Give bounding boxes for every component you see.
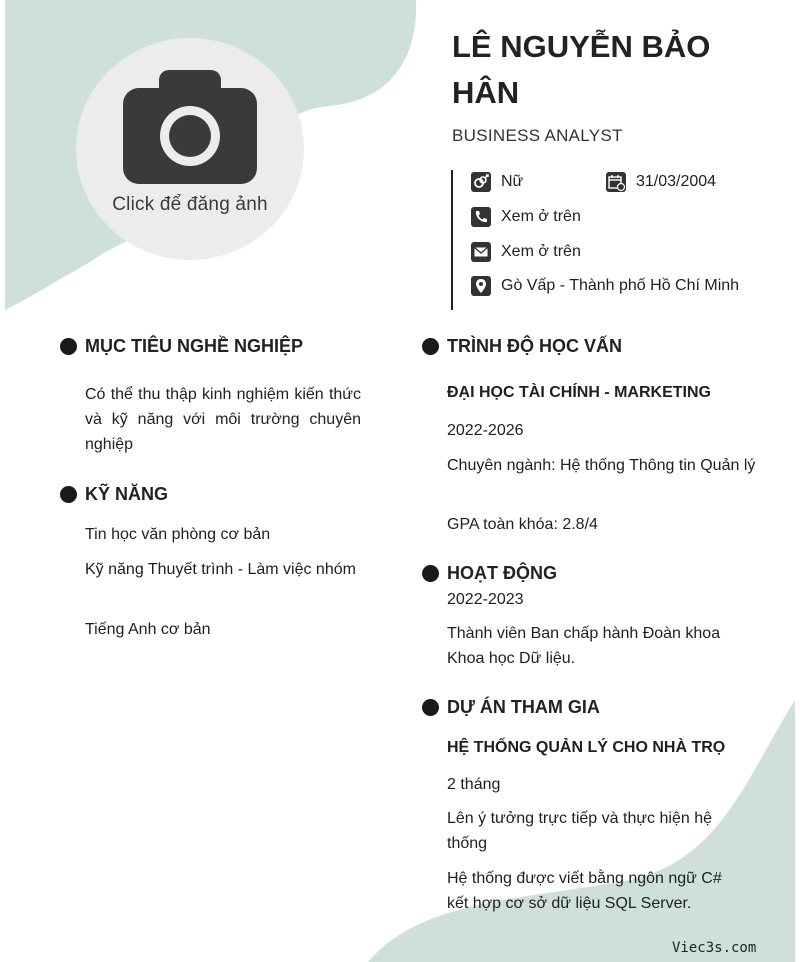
bullet-dot (422, 565, 439, 582)
education-period: 2022-2026 (447, 422, 524, 439)
job-title: BUSINESS ANALYST (452, 126, 623, 145)
project-duration: 2 tháng (447, 776, 501, 793)
bullet-dot (60, 486, 77, 503)
section-title: MỤC TIÊU NGHỀ NGHIỆP (85, 336, 304, 356)
skill-item: Kỹ năng Thuyết trình - Làm việc nhóm (85, 561, 356, 578)
section-skills (60, 484, 168, 505)
section-title: TRÌNH ĐỘ HỌC VẤN (447, 336, 622, 356)
section-projects (422, 697, 600, 718)
education-gpa: GPA toàn khóa: 2.8/4 (447, 516, 598, 533)
section-activities (422, 563, 557, 584)
dob-value: 31/03/2004 (636, 173, 717, 190)
section-education (422, 336, 622, 357)
email-value: Xem ở trên (501, 243, 581, 260)
phone-info (471, 207, 581, 227)
calendar-icon (606, 172, 626, 192)
activity-desc: Thành viên Ban chấp hành Đoàn khoa Khoa học Dữ liệu. (447, 625, 721, 667)
gender-icon (471, 172, 491, 192)
section-title: KỸ NĂNG (85, 484, 169, 504)
skill-item: Tiếng Anh cơ bản (85, 621, 211, 638)
project-desc: Hệ thống được viết bằng ngôn ngữ C# kết hợp cơ sở dữ liệu SQL Server. (447, 870, 722, 912)
section-title: DỰ ÁN THAM GIA (447, 697, 600, 717)
dob-info (606, 172, 716, 192)
camera-icon (123, 70, 257, 184)
address-value: Gò Vấp - Thành phố Hồ Chí Minh (501, 277, 740, 294)
objective-text: Có thể thu thập kinh nghiệm kiến thức và kỹ năng với môi trường chuyên nghiệp (85, 386, 361, 453)
address-info (471, 276, 739, 296)
project-desc: Lên ý tưởng trực tiếp và thực hiện hệ thống (447, 810, 712, 852)
bullet-dot (422, 338, 439, 355)
email-info (471, 242, 581, 262)
watermark: Viec3s.com (672, 940, 757, 956)
skill-item: Tin học văn phòng cơ bản (85, 526, 271, 543)
project-name: HỆ THỐNG QUẢN LÝ CHO NHÀ TRỌ (447, 739, 726, 756)
gender-info (471, 172, 523, 192)
contact-divider (451, 170, 453, 310)
bullet-dot (60, 338, 77, 355)
school-name: ĐẠI HỌC TÀI CHÍNH - MARKETING (447, 384, 711, 401)
phone-value: Xem ở trên (501, 208, 581, 225)
bullet-dot (422, 699, 439, 716)
mail-icon (471, 242, 491, 262)
activity-period: 2022-2023 (447, 591, 524, 608)
gender-value: Nữ (501, 173, 524, 190)
location-pin-icon (471, 276, 491, 296)
education-major: Chuyên ngành: Hệ thống Thông tin Quản lý (447, 457, 756, 474)
photo-upload[interactable] (76, 38, 304, 260)
photo-caption: Click để đăng ảnh (112, 194, 268, 215)
candidate-name: LÊ NGUYỄN BẢO HÂN (452, 29, 711, 110)
phone-icon (471, 207, 491, 227)
section-title: HOẠT ĐỘNG (447, 563, 557, 583)
section-objective (60, 336, 303, 357)
